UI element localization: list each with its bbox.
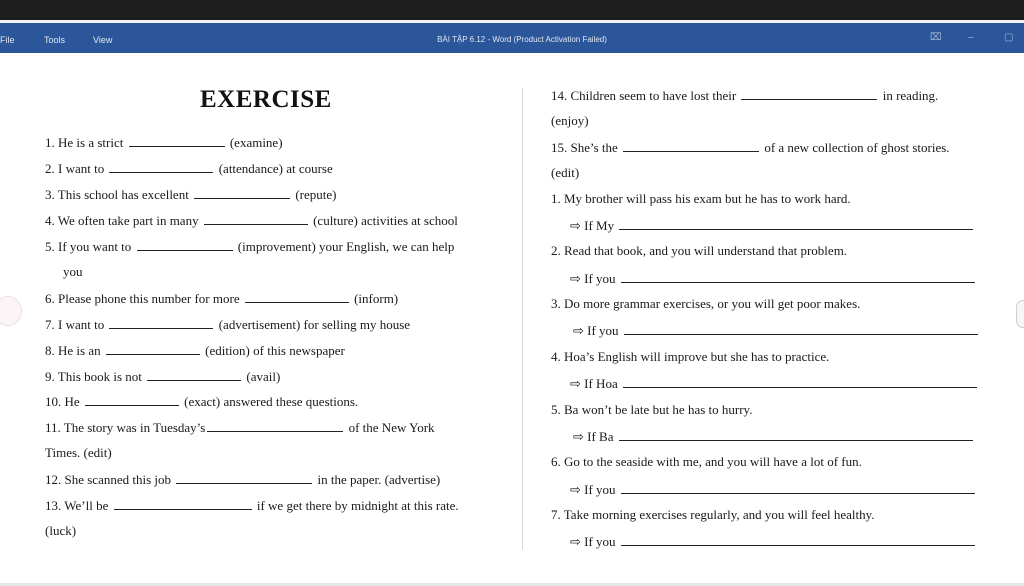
left-line-11-cont: Times. (edit) [45,445,112,460]
answer-blank[interactable] [623,139,759,152]
answer-blank[interactable] [741,87,877,100]
rewrite-5-answer: ⇨ If Ba [573,428,975,445]
rewrite-5: 5. Ba won’t be late but he has to hurry. [551,402,753,417]
answer-blank[interactable] [109,316,213,329]
answer-blank[interactable] [194,186,290,199]
answer-blank[interactable] [207,419,343,432]
rewrite-7: 7. Take morning exercises regularly, and you will feel healthy. [551,507,875,522]
answer-blank[interactable] [109,160,213,173]
rewrite-4-answer: ⇨ If Hoa [570,375,979,392]
menu-tools[interactable]: Tools [44,35,66,45]
menu-view[interactable]: View [93,35,113,45]
answer-blank[interactable] [85,393,179,406]
left-line-13: 13. We’ll be if we get there by midnight at this rate. [45,498,459,513]
rewrite-2-answer: ⇨ If you [570,270,977,287]
answer-blank[interactable] [624,322,978,335]
left-line-9: 9. This book is not (avail) [45,369,281,384]
rewrite-4: 4. Hoa’s English will improve but she has to practice. [551,349,830,364]
left-line-5-cont: you [63,264,83,279]
answer-blank[interactable] [129,134,225,147]
right-line-15-cont: (edit) [551,165,580,180]
left-line-3: 3. This school has excellent (repute) [45,187,337,202]
answer-blank[interactable] [176,471,312,484]
left-line-1: 1. He is a strict (examine) [45,135,283,150]
maximize-icon[interactable]: ▢ [1004,32,1014,43]
answer-blank[interactable] [623,375,977,388]
rewrite-2: 2. Read that book, and you will understand that problem. [551,243,848,258]
rewrite-3: 3. Do more grammar exercises, or you will get poor makes. [551,296,861,311]
rewrite-6-answer: ⇨ If you [570,481,977,498]
left-line-2: 2. I want to (attendance) at course [45,161,333,176]
left-line-4: 4. We often take part in many (culture) activities at school [45,213,458,228]
left-line-5: 5. If you want to (improvement) your English, we can help [45,239,455,254]
right-line-15: 15. She’s the of a new collection of ghost stories. [551,140,950,155]
rewrite-1-answer: ⇨ If My [570,217,975,234]
answer-blank[interactable] [245,290,349,303]
answer-blank[interactable] [619,217,973,230]
left-line-8: 8. He is an (edition) of this newspaper [45,343,345,358]
answer-blank[interactable] [114,497,252,510]
right-line-14-cont: (enjoy) [551,113,589,128]
rewrite-6: 6. Go to the seaside with me, and you will have a lot of fun. [551,454,862,469]
top-dark-bar [0,0,1024,20]
left-line-7: 7. I want to (advertisement) for selling my house [45,317,411,332]
window-title: BÀI TẬP 6.12 - Word (Product Activation Failed) [437,35,607,44]
answer-blank[interactable] [106,342,200,355]
minimize-icon[interactable]: – [968,32,974,43]
answer-blank[interactable] [621,270,975,283]
word-title-bar [0,20,1024,53]
answer-blank[interactable] [137,238,233,251]
left-line-12: 12. She scanned this job in the paper. (advertise) [45,472,441,487]
left-line-6: 6. Please phone this number for more (inform) [45,291,399,306]
ribbon-display-icon[interactable]: ⌧ [930,32,942,43]
left-line-11: 11. The story was in Tuesday’s of the New York [45,420,435,435]
answer-blank[interactable] [204,212,308,225]
answer-blank[interactable] [621,533,975,546]
left-line-10: 10. He (exact) answered these questions. [45,394,359,409]
answer-blank[interactable] [147,368,241,381]
exercise-heading: EXERCISE [200,86,332,113]
right-line-14: 14. Children seem to have lost their in reading. [551,88,939,103]
scroll-handle[interactable] [1016,300,1024,328]
rewrite-7-answer: ⇨ If you [570,533,977,550]
answer-blank[interactable] [619,428,973,441]
answer-blank[interactable] [621,481,975,494]
left-line-13-cont: (luck) [45,523,77,538]
rewrite-1: 1. My brother will pass his exam but he has to work hard. [551,191,851,206]
column-divider [522,88,523,550]
menu-file[interactable]: File [0,35,15,45]
rewrite-3-answer: ⇨ If you [573,322,980,339]
